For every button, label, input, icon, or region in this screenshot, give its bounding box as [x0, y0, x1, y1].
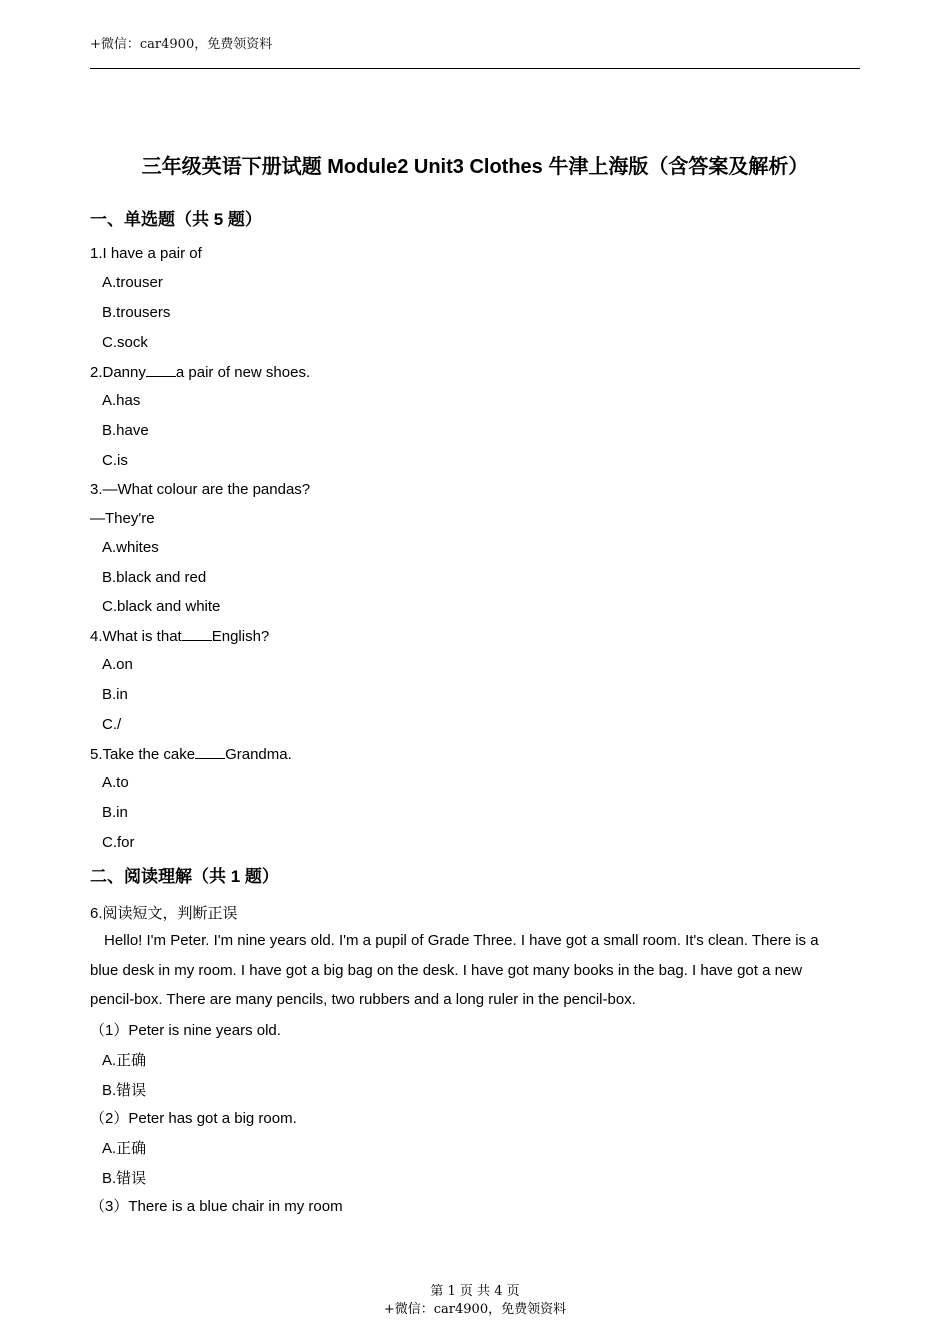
reading-passage: Hello! I'm Peter. I'm nine years old. I'm a pupil of Grade Three. I have got a small room. It's clean. There is a blue desk in my room. I have got a big bag on the desk. I have got many books in the bag. I have got a new pencil-box. There are many pencils, two rubbers and a long ruler in the pencil-box.: [90, 932, 819, 1009]
header-note: +微信：car4900，免费领资料: [90, 37, 273, 52]
page-number: 第 1 页 共 4 页: [430, 1284, 520, 1299]
section-title-single-choice: 一、单选题（共 5 题）: [90, 210, 262, 229]
question-1-option-c: C.sock: [102, 334, 148, 351]
question-2-option-a: A.has: [102, 392, 141, 409]
question-2-option-b: B.have: [102, 422, 149, 439]
question-2-stem: [90, 363, 310, 381]
answer-blank: [182, 627, 212, 641]
question-2-stem-after: a pair of new shoes.: [175, 364, 311, 381]
question-1-option-b: B.trousers: [102, 304, 171, 321]
question-4-stem-before: 4.What is that: [90, 628, 182, 645]
question-5-stem-before: 5.Take the cake: [90, 746, 196, 763]
question-4-option-c: C./: [102, 716, 122, 733]
question-5-stem: [90, 745, 292, 763]
question-3-stem: 3.—What colour are the pandas?: [90, 481, 311, 498]
question-3-option-c: C.black and white: [102, 598, 221, 615]
subquestion-2-option-b: B.错误: [102, 1170, 147, 1187]
subquestion-2-stem: （2）Peter has got a big room.: [90, 1110, 297, 1127]
question-4-option-b: B.in: [102, 686, 128, 703]
header-rule: [90, 68, 860, 69]
section-title-reading: 二、阅读理解（共 1 题）: [90, 867, 279, 886]
question-1-option-a: A.trouser: [102, 274, 163, 291]
question-3-stem-reply: —They're: [90, 510, 155, 527]
question-5-option-c: C.for: [102, 834, 135, 851]
subquestion-1-option-a: A.正确: [102, 1052, 147, 1069]
question-4-stem: [90, 627, 269, 645]
question-5-option-b: B.in: [102, 804, 128, 821]
question-5-stem-after: Grandma.: [225, 746, 292, 763]
subquestion-2-option-a: A.正确: [102, 1140, 147, 1157]
subquestion-1-stem: （1）Peter is nine years old.: [90, 1022, 281, 1039]
question-6-label: 6.阅读短文，判断正误: [90, 905, 238, 922]
question-1-stem: 1.I have a pair of: [90, 245, 202, 262]
subquestion-1-option-b: B.错误: [102, 1082, 147, 1099]
answer-blank: [195, 745, 225, 759]
subquestion-3-stem: （3）There is a blue chair in my room: [90, 1198, 343, 1215]
question-2-stem-before: 2.Danny: [90, 364, 146, 381]
question-4-stem-after: English?: [211, 628, 270, 645]
question-4-option-a: A.on: [102, 656, 133, 673]
footer-note: +微信：car4900，免费领资料: [383, 1302, 567, 1317]
answer-blank: [146, 363, 176, 377]
question-3-option-a: A.whites: [102, 539, 159, 556]
question-3-option-b: B.black and red: [102, 569, 207, 586]
question-2-option-c: C.is: [102, 452, 128, 469]
question-5-option-a: A.to: [102, 774, 129, 791]
document-title: 三年级英语下册试题 Module2 Unit3 Clothes 牛津上海版（含答案及解析）: [141, 156, 809, 178]
